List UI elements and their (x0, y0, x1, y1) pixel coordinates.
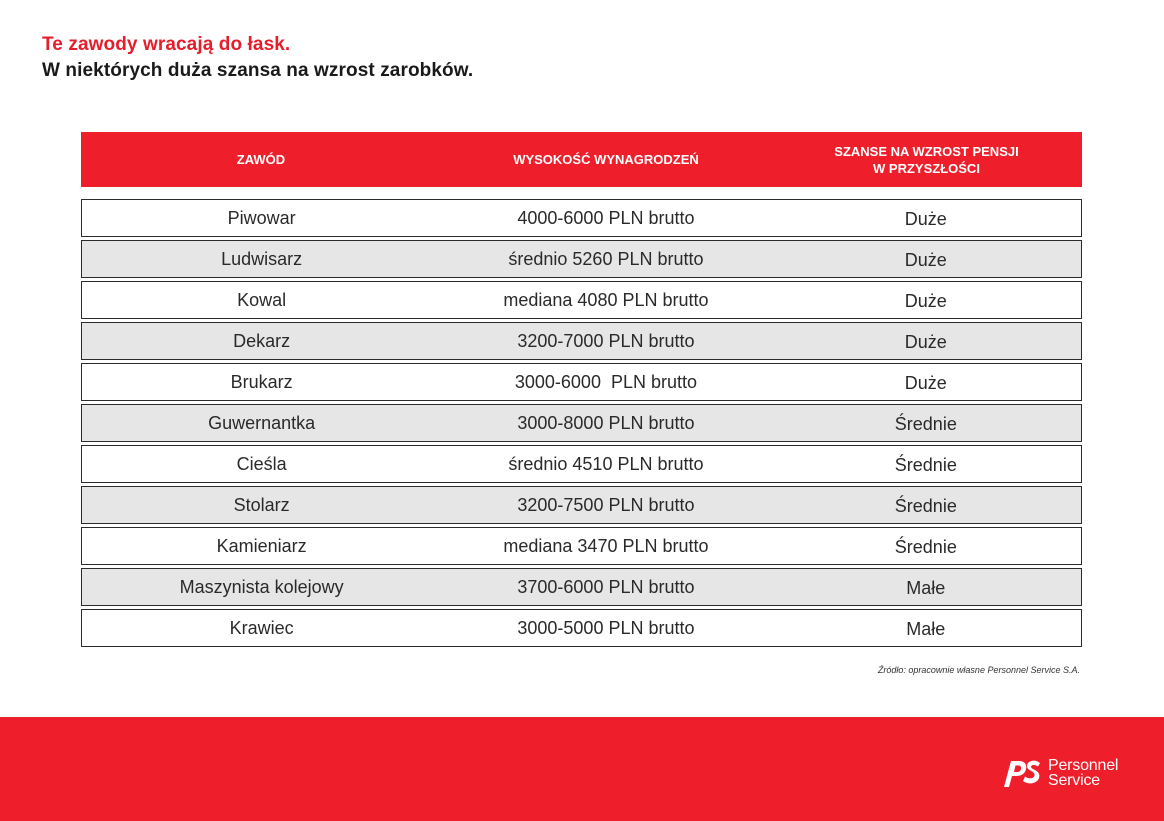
header-chance-line1: SZANSE NA WZROST PENSJI (834, 144, 1019, 159)
salary-cell: 3000-8000 PLN brutto (517, 412, 695, 433)
salary-cell: 3200-7500 PLN brutto (517, 494, 695, 515)
chance-cell: Duże (904, 209, 947, 229)
job-cell: Dekarz (233, 330, 291, 351)
logo-line2: Service (1048, 772, 1100, 789)
salary-cell: średnio 4510 PLN brutto (508, 453, 704, 474)
job-cell: Krawiec (229, 617, 294, 638)
chance-cell: Duże (904, 373, 947, 393)
table-header (81, 132, 1082, 187)
job-cell: Kamieniarz (216, 535, 307, 556)
table-row (81, 363, 1082, 401)
source-note: Źródło: opracownie własne Personnel Service S.A. (877, 665, 1080, 675)
footer-band (0, 717, 1164, 821)
job-cell: Kowal (237, 289, 287, 310)
page-title-black: W niektórych duża szansa na wzrost zarobków. (42, 60, 474, 81)
chance-cell: Małe (906, 619, 946, 639)
table-row (81, 527, 1082, 565)
job-cell: Guwernantka (208, 412, 316, 433)
table-body (81, 199, 1082, 650)
chance-cell: Średnie (894, 455, 957, 475)
header-salary: WYSOKOŚĆ WYNAGRODZEŃ (513, 152, 699, 167)
chance-cell: Średnie (894, 496, 957, 516)
salary-cell: mediana 3470 PLN brutto (503, 535, 709, 556)
chance-cell: Średnie (894, 537, 957, 557)
salary-cell: 3700-6000 PLN brutto (517, 576, 695, 597)
salary-cell: 4000-6000 PLN brutto (517, 207, 695, 228)
chance-cell: Średnie (894, 414, 957, 434)
header-chance-line2: W PRZYSZŁOŚCI (873, 161, 980, 176)
salary-cell: mediana 4080 PLN brutto (503, 289, 709, 310)
table-row (81, 568, 1082, 606)
job-cell: Ludwisarz (221, 248, 303, 269)
job-cell: Maszynista kolejowy (179, 576, 344, 597)
chance-cell: Duże (904, 250, 947, 270)
chance-cell: Małe (906, 578, 946, 598)
table-row (81, 609, 1082, 647)
ps-logo-icon (1000, 757, 1042, 789)
job-cell: Stolarz (233, 494, 290, 515)
job-cell: Cieśla (236, 453, 287, 474)
chance-cell: Duże (904, 291, 947, 311)
salary-cell: 3000-5000 PLN brutto (517, 617, 695, 638)
table-row (81, 486, 1082, 524)
table-row (81, 199, 1082, 237)
header-job: ZAWÓD (236, 152, 286, 167)
header-chance (771, 142, 1082, 177)
job-cell: Piwowar (227, 207, 296, 228)
salary-cell: średnio 5260 PLN brutto (508, 248, 704, 269)
table-row (81, 281, 1082, 319)
page-title-red: Te zawody wracają do łask. (42, 34, 291, 55)
salary-cell: 3000-6000 PLN brutto (514, 371, 698, 392)
table-row (81, 240, 1082, 278)
salary-cell: 3200-7000 PLN brutto (517, 330, 695, 351)
table-row (81, 445, 1082, 483)
table-row (81, 404, 1082, 442)
personnel-service-logo (1000, 757, 1118, 789)
job-cell: Brukarz (230, 371, 293, 392)
chance-cell: Duże (904, 332, 947, 352)
logo-line1: Personnel (1048, 757, 1119, 774)
table-row (81, 322, 1082, 360)
